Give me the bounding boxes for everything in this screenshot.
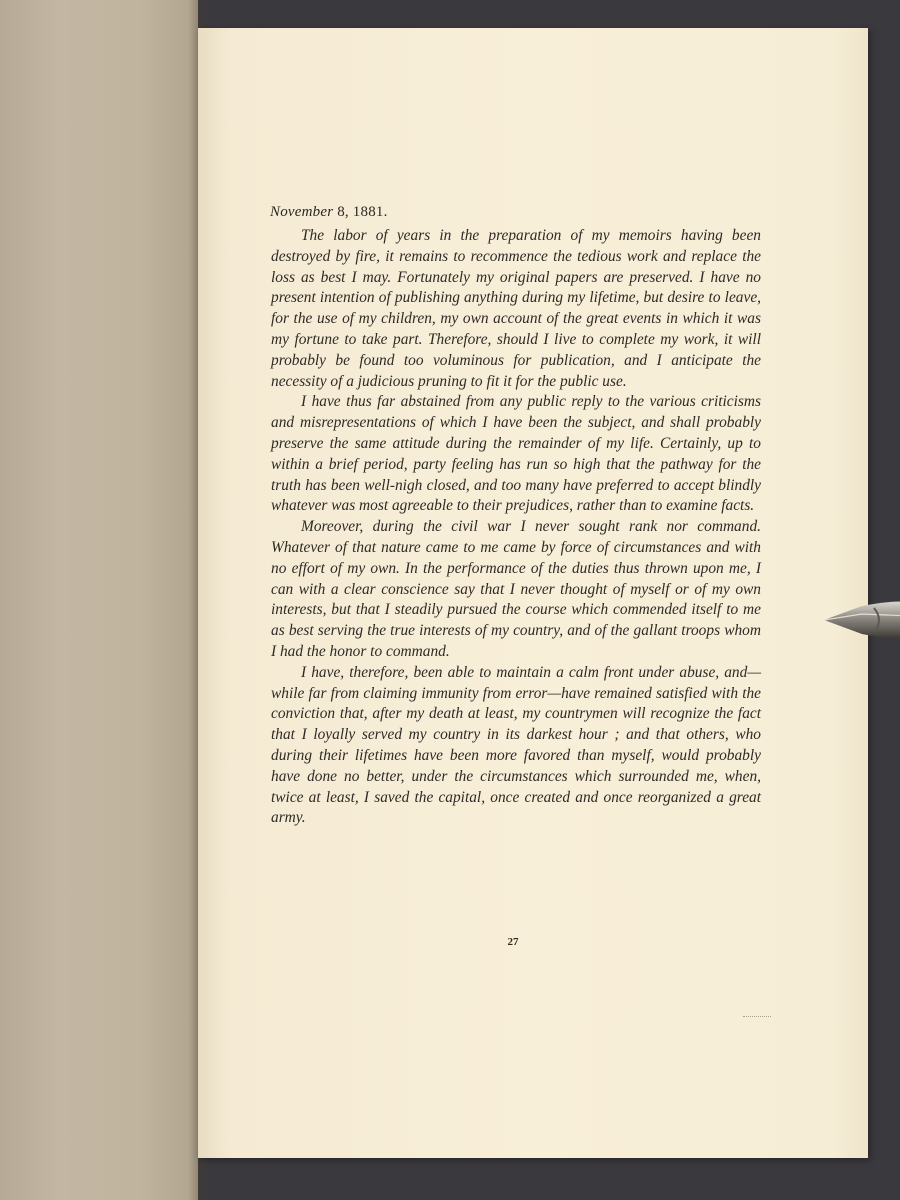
paragraph-1: The labor of years in the preparation of my memoirs having been destroyed by fire, it remains to recommence the tedious work and replace the loss as best I may. Fortunately my original papers are preserved. I have no present intention of publishing anything during my lifetime, but desire to leave, for the use of my children, my own account of the great events in which it was my fortune to take part. Therefore, should I live to complete my work, it will probably be found too voluminous for publication, and I anticipate the necessity of a judicious pruning to fit it for the public use. bbox=[271, 227, 761, 390]
left-page-leaf bbox=[0, 0, 198, 1200]
date-month: November bbox=[270, 204, 334, 220]
paragraph-3: Moreover, during the civil war I never sought rank nor command. Whatever of that nature came to me came by force of circumstances and with no effort of my own. In the performance of the duties thus thrown upon me, I can with a clear conscience say that I never thought of myself or of my own interests, but that I steadily pursued the course which commended itself to me as best serving the true interests of my country, and of the gallant troops whom I had the honor to command. bbox=[271, 518, 761, 660]
book-page bbox=[198, 28, 868, 1158]
pencil-mark bbox=[743, 1014, 771, 1017]
paragraph-2: I have thus far abstained from any public reply to the various criticisms and misrepresentations of which I have been the subject, and shall probably preserve the same attitude during the remainder of my life. Certainly, up to within a brief period, party feeling has run so high that the pathway for the truth has been well-nigh closed, and too many have preferred to accept blindly whatever was most agreeable to their prejudices, rather than to examine facts. bbox=[271, 393, 761, 515]
letter-date bbox=[270, 204, 388, 221]
paragraph-4: I have, therefore, been able to maintain a calm front under abuse, and—while far from claiming immunity from error—have remained satisfied with the conviction that, after my death at least, my countrymen will recognize the fact that I loyally served my country in its darkest hour ; and that others, who during their lifetimes have been more favored than myself, would probably have done no better, under the circumstances which surrounded me, when, twice at least, I saved the capital, once created and once reorganized a great army. bbox=[271, 663, 761, 827]
page-number: 27 bbox=[507, 936, 519, 948]
date-day-year: 8, 1881. bbox=[333, 204, 388, 220]
pen-pointer-icon bbox=[822, 598, 900, 642]
memoir-body-text bbox=[271, 226, 761, 829]
